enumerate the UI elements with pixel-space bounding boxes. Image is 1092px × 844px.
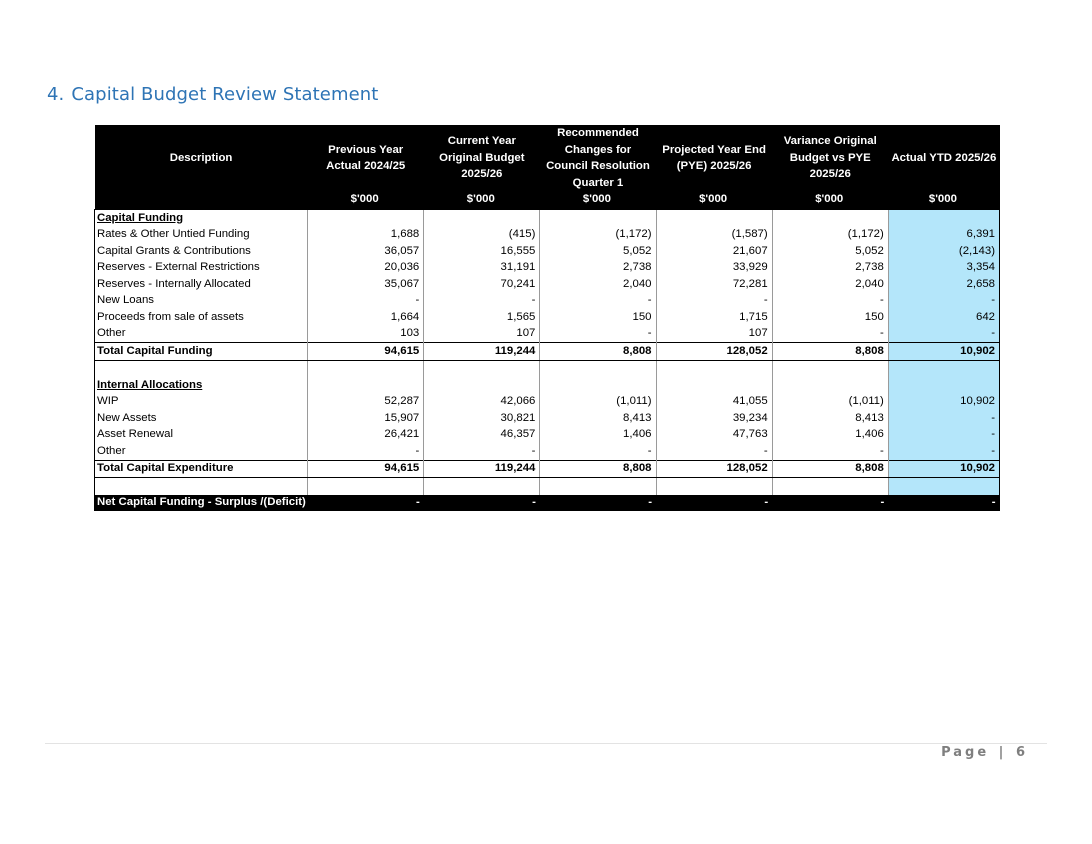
row-value-cell: (2,143) [888, 243, 999, 260]
unit-recommended-changes: $'000 [540, 191, 656, 210]
unit-description [95, 191, 308, 210]
row-value-cell: 8,808 [540, 460, 656, 478]
row-label [95, 360, 308, 377]
row-value-cell: 35,067 [308, 276, 424, 293]
table-header-row [95, 125, 1000, 191]
row-value-cell: - [424, 495, 540, 512]
row-value-cell: 642 [888, 309, 999, 326]
row-label [95, 478, 308, 495]
row-label: New Loans [95, 293, 308, 310]
row-value-cell [424, 377, 540, 394]
column-header-description: Description [95, 125, 308, 191]
row-label: Rates & Other Untied Funding [95, 227, 308, 244]
row-value-cell [540, 210, 656, 227]
unit-variance: $'000 [772, 191, 888, 210]
row-value-cell [540, 478, 656, 495]
table-row [95, 309, 1000, 326]
row-value-cell: 33,929 [656, 260, 772, 277]
row-label: Net Capital Funding - Surplus /(Deficit) [95, 495, 308, 512]
table-row [95, 326, 1000, 343]
row-value-cell: 10,902 [888, 460, 999, 478]
table-row [95, 427, 1000, 444]
row-value-cell: - [888, 326, 999, 343]
section-header-row [95, 377, 1000, 394]
row-value-cell: - [888, 443, 999, 460]
row-value-cell: - [540, 443, 656, 460]
row-value-cell: - [888, 495, 999, 512]
row-label: Reserves - External Restrictions [95, 260, 308, 277]
row-value-cell: - [540, 326, 656, 343]
row-value-cell: 8,413 [772, 410, 888, 427]
row-value-cell: 30,821 [424, 410, 540, 427]
row-value-cell: - [656, 495, 772, 512]
row-value-cell: 5,052 [772, 243, 888, 260]
heading-title: Capital Budget Review Statement [71, 84, 379, 105]
row-value-cell: 1,715 [656, 309, 772, 326]
row-value-cell: - [656, 293, 772, 310]
row-value-cell: 119,244 [424, 460, 540, 478]
row-value-cell [772, 210, 888, 227]
row-value-cell: 8,808 [772, 460, 888, 478]
column-header-current-year: Current Year Original Budget 2025/26 [424, 125, 540, 191]
row-value-cell [772, 360, 888, 377]
row-value-cell: - [888, 410, 999, 427]
row-value-cell: (1,172) [772, 227, 888, 244]
row-value-cell [772, 478, 888, 495]
row-value-cell: - [540, 495, 656, 512]
row-value-cell: 47,763 [656, 427, 772, 444]
row-value-cell: - [772, 443, 888, 460]
row-value-cell [888, 360, 999, 377]
row-value-cell: 8,808 [540, 343, 656, 361]
row-value-cell: - [888, 427, 999, 444]
row-value-cell: - [308, 495, 424, 512]
row-value-cell: (1,587) [656, 227, 772, 244]
row-value-cell [656, 360, 772, 377]
row-value-cell: 8,808 [772, 343, 888, 361]
row-value-cell: 94,615 [308, 343, 424, 361]
column-header-actual-ytd: Actual YTD 2025/26 [888, 125, 999, 191]
total-row [95, 460, 1000, 478]
heading-number: 4. [47, 84, 65, 105]
spacer-row [95, 360, 1000, 377]
row-value-cell [888, 210, 999, 227]
column-header-previous-year: Previous Year Actual 2024/25 [308, 125, 424, 191]
row-value-cell: 1,664 [308, 309, 424, 326]
row-value-cell [424, 478, 540, 495]
page-separator: | [998, 745, 1007, 760]
row-value-cell [308, 210, 424, 227]
net-funding-row [95, 495, 1000, 512]
row-value-cell: - [888, 293, 999, 310]
footer-divider [45, 743, 1047, 744]
row-value-cell [656, 210, 772, 227]
row-value-cell: 107 [656, 326, 772, 343]
row-value-cell: 1,406 [540, 427, 656, 444]
row-value-cell: 150 [772, 309, 888, 326]
row-value-cell: 2,738 [540, 260, 656, 277]
row-value-cell: 21,607 [656, 243, 772, 260]
row-value-cell: 31,191 [424, 260, 540, 277]
row-value-cell [308, 377, 424, 394]
row-value-cell: - [308, 293, 424, 310]
row-value-cell: 5,052 [540, 243, 656, 260]
row-value-cell: - [772, 495, 888, 512]
row-value-cell: (1,172) [540, 227, 656, 244]
row-label: New Assets [95, 410, 308, 427]
row-value-cell [656, 377, 772, 394]
row-value-cell: 46,357 [424, 427, 540, 444]
row-value-cell: 10,902 [888, 394, 999, 411]
table-units-row [95, 191, 1000, 210]
row-value-cell [308, 360, 424, 377]
row-value-cell: 10,902 [888, 343, 999, 361]
page-label: Page [941, 745, 990, 760]
row-value-cell: 6,391 [888, 227, 999, 244]
row-value-cell: (1,011) [540, 394, 656, 411]
table-row [95, 276, 1000, 293]
row-value-cell: - [424, 443, 540, 460]
row-value-cell: 41,055 [656, 394, 772, 411]
table-row [95, 293, 1000, 310]
table-row [95, 260, 1000, 277]
row-value-cell: 16,555 [424, 243, 540, 260]
row-value-cell: 52,287 [308, 394, 424, 411]
total-row [95, 343, 1000, 361]
spacer-row [95, 478, 1000, 495]
row-value-cell [772, 377, 888, 394]
table-row [95, 394, 1000, 411]
capital-budget-table [94, 125, 1000, 511]
row-value-cell: - [424, 293, 540, 310]
row-value-cell [308, 478, 424, 495]
table-body [95, 210, 1000, 512]
row-value-cell: 119,244 [424, 343, 540, 361]
row-value-cell [424, 360, 540, 377]
row-value-cell: 8,413 [540, 410, 656, 427]
row-label: Capital Funding [95, 210, 308, 227]
row-value-cell: 2,040 [772, 276, 888, 293]
row-value-cell [888, 377, 999, 394]
column-header-variance: Variance Original Budget vs PYE 2025/26 [772, 125, 888, 191]
row-value-cell: 128,052 [656, 343, 772, 361]
column-header-projected-year-end: Projected Year End (PYE) 2025/26 [656, 125, 772, 191]
unit-projected-year-end: $'000 [656, 191, 772, 210]
row-value-cell: - [772, 293, 888, 310]
row-value-cell: 70,241 [424, 276, 540, 293]
page-heading [47, 84, 378, 105]
unit-previous-year: $'000 [308, 191, 424, 210]
row-value-cell: (1,011) [772, 394, 888, 411]
row-value-cell: 2,658 [888, 276, 999, 293]
row-value-cell [424, 210, 540, 227]
row-value-cell: - [772, 326, 888, 343]
row-label: Internal Allocations [95, 377, 308, 394]
page-number-value: 6 [1015, 745, 1028, 760]
row-label: Capital Grants & Contributions [95, 243, 308, 260]
row-value-cell [540, 377, 656, 394]
row-label: Other [95, 443, 308, 460]
row-value-cell: - [308, 443, 424, 460]
row-label: Asset Renewal [95, 427, 308, 444]
row-value-cell: 103 [308, 326, 424, 343]
column-header-recommended-changes: Recommended Changes for Council Resolution Quarter 1 [540, 125, 656, 191]
row-label: Total Capital Funding [95, 343, 308, 361]
row-value-cell: 39,234 [656, 410, 772, 427]
unit-actual-ytd: $'000 [888, 191, 999, 210]
row-value-cell: 94,615 [308, 460, 424, 478]
section-header-row [95, 210, 1000, 227]
row-value-cell: 150 [540, 309, 656, 326]
row-value-cell [540, 360, 656, 377]
row-value-cell: (415) [424, 227, 540, 244]
row-value-cell [656, 478, 772, 495]
row-value-cell: 2,738 [772, 260, 888, 277]
unit-current-year: $'000 [424, 191, 540, 210]
row-label: Other [95, 326, 308, 343]
row-value-cell: 20,036 [308, 260, 424, 277]
row-value-cell: - [656, 443, 772, 460]
row-label: Total Capital Expenditure [95, 460, 308, 478]
row-value-cell: 72,281 [656, 276, 772, 293]
table-row [95, 227, 1000, 244]
row-value-cell: 36,057 [308, 243, 424, 260]
row-value-cell [888, 478, 999, 495]
row-value-cell: 128,052 [656, 460, 772, 478]
row-value-cell: 15,907 [308, 410, 424, 427]
row-value-cell: 1,406 [772, 427, 888, 444]
row-value-cell: 26,421 [308, 427, 424, 444]
row-value-cell: 1,565 [424, 309, 540, 326]
table-row [95, 443, 1000, 460]
row-value-cell: 42,066 [424, 394, 540, 411]
page-number [941, 745, 1028, 760]
row-value-cell: 1,688 [308, 227, 424, 244]
table-row [95, 243, 1000, 260]
row-value-cell: - [540, 293, 656, 310]
row-label: Proceeds from sale of assets [95, 309, 308, 326]
row-label: Reserves - Internally Allocated [95, 276, 308, 293]
row-value-cell: 107 [424, 326, 540, 343]
table-row [95, 410, 1000, 427]
row-value-cell: 2,040 [540, 276, 656, 293]
row-label: WIP [95, 394, 308, 411]
row-value-cell: 3,354 [888, 260, 999, 277]
